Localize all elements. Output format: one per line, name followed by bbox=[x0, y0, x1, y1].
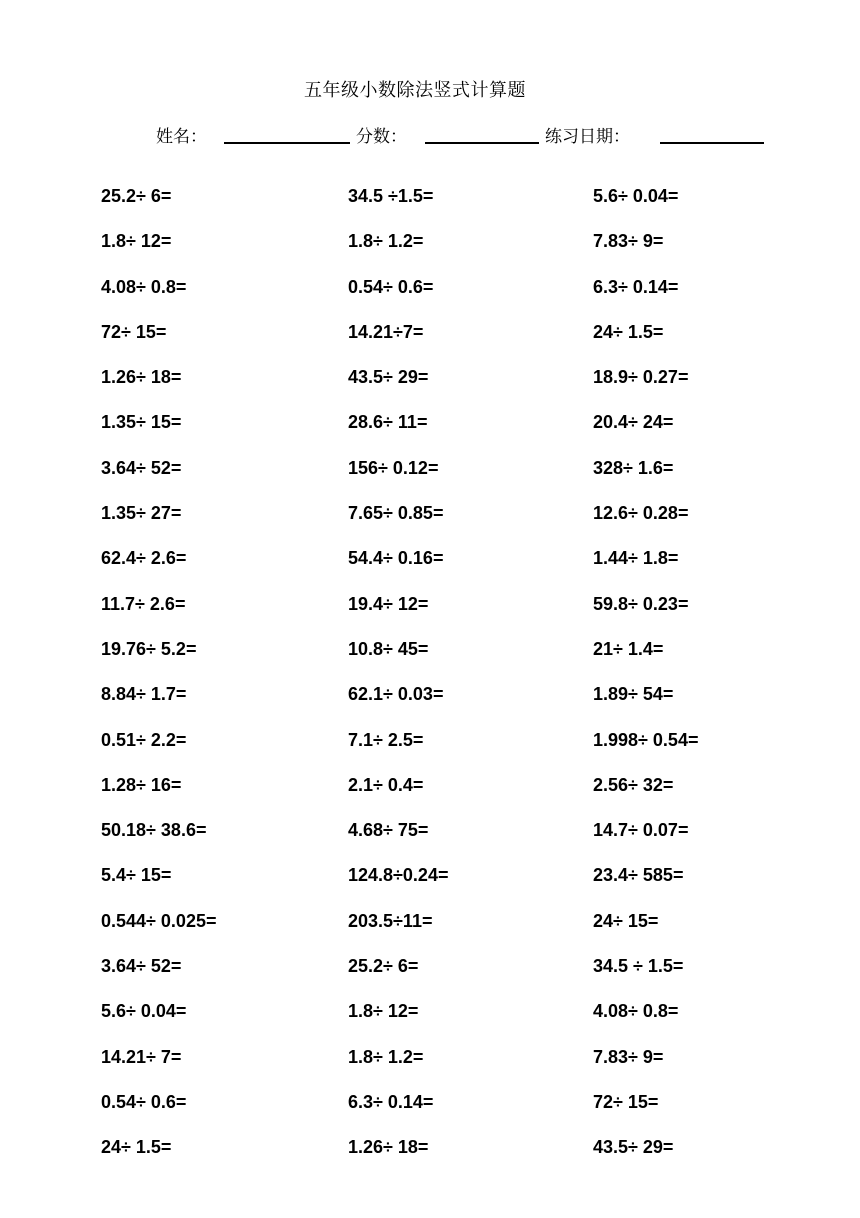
division-problem: 6.3÷ 0.14= bbox=[593, 276, 679, 297]
division-problem: 7.83÷ 9= bbox=[593, 231, 664, 252]
division-problem: 23.4÷ 585= bbox=[593, 865, 684, 886]
division-problem: 24÷ 1.5= bbox=[101, 1137, 172, 1158]
division-problem: 1.35÷ 15= bbox=[101, 412, 182, 433]
division-problem: 12.6÷ 0.28= bbox=[593, 503, 689, 524]
division-problem: 7.65÷ 0.85= bbox=[348, 503, 444, 524]
division-problem: 59.8÷ 0.23= bbox=[593, 593, 689, 614]
division-problem: 20.4÷ 24= bbox=[593, 412, 674, 433]
division-problem: 7.83÷ 9= bbox=[593, 1046, 664, 1067]
division-problem: 1.998÷ 0.54= bbox=[593, 729, 699, 750]
division-problem: 72÷ 15= bbox=[101, 321, 167, 342]
date-blank[interactable] bbox=[660, 142, 764, 144]
division-problem: 54.4÷ 0.16= bbox=[348, 548, 444, 569]
division-problem: 4.08÷ 0.8= bbox=[101, 276, 187, 297]
division-problem: 62.1÷ 0.03= bbox=[348, 684, 444, 705]
division-problem: 5.4÷ 15= bbox=[101, 865, 172, 886]
division-problem: 50.18÷ 38.6= bbox=[101, 820, 207, 841]
division-problem: 124.8÷0.24= bbox=[348, 865, 449, 886]
division-problem: 11.7÷ 2.6= bbox=[101, 593, 186, 614]
score-label: 分数： bbox=[356, 127, 407, 147]
division-problem: 1.44÷ 1.8= bbox=[593, 548, 679, 569]
division-problem: 1.8÷ 1.2= bbox=[348, 1046, 424, 1067]
division-problem: 1.26÷ 18= bbox=[348, 1137, 429, 1158]
division-problem: 5.6÷ 0.04= bbox=[101, 1001, 187, 1022]
division-problem: 7.1÷ 2.5= bbox=[348, 729, 424, 750]
division-problem: 5.6÷ 0.04= bbox=[593, 186, 679, 206]
division-problem: 3.64÷ 52= bbox=[101, 457, 182, 478]
division-problem: 6.3÷ 0.14= bbox=[348, 1091, 434, 1112]
division-problem: 25.2÷ 6= bbox=[348, 956, 419, 977]
division-problem: 1.26÷ 18= bbox=[101, 367, 182, 388]
division-problem: 62.4÷ 2.6= bbox=[101, 548, 187, 569]
division-problem: 1.89÷ 54= bbox=[593, 684, 674, 705]
name-blank[interactable] bbox=[224, 142, 350, 144]
division-problem: 1.35÷ 27= bbox=[101, 503, 182, 524]
division-problem: 156÷ 0.12= bbox=[348, 457, 439, 478]
division-problem: 0.544÷ 0.025= bbox=[101, 910, 217, 931]
division-problem: 1.8÷ 12= bbox=[348, 1001, 419, 1022]
page-title: 五年级小数除法竖式计算题 bbox=[304, 80, 526, 101]
division-problem: 18.9÷ 0.27= bbox=[593, 367, 689, 388]
division-problem: 21÷ 1.4= bbox=[593, 638, 664, 659]
division-problem: 43.5÷ 29= bbox=[593, 1137, 674, 1158]
division-problem: 328÷ 1.6= bbox=[593, 457, 674, 478]
division-problem: 1.8÷ 12= bbox=[101, 231, 172, 252]
division-problem: 1.8÷ 1.2= bbox=[348, 231, 424, 252]
division-problem: 14.7÷ 0.07= bbox=[593, 820, 689, 841]
division-problem: 28.6÷ 11= bbox=[348, 412, 428, 433]
division-problem: 3.64÷ 52= bbox=[101, 956, 182, 977]
division-problem: 1.28÷ 16= bbox=[101, 774, 182, 795]
division-problem: 25.2÷ 6= bbox=[101, 186, 172, 206]
division-problem: 43.5÷ 29= bbox=[348, 367, 429, 388]
division-problem: 10.8÷ 45= bbox=[348, 638, 429, 659]
division-problem: 34.5 ÷1.5= bbox=[348, 186, 434, 206]
division-problem: 203.5÷11= bbox=[348, 910, 433, 931]
division-problem: 14.21÷7= bbox=[348, 321, 424, 342]
division-problem: 19.4÷ 12= bbox=[348, 593, 429, 614]
name-label: 姓名： bbox=[156, 127, 207, 147]
division-problem: 24÷ 15= bbox=[593, 910, 659, 931]
division-problem: 8.84÷ 1.7= bbox=[101, 684, 187, 705]
division-problem: 24÷ 1.5= bbox=[593, 321, 664, 342]
division-problem: 0.51÷ 2.2= bbox=[101, 729, 187, 750]
division-problem: 72÷ 15= bbox=[593, 1091, 659, 1112]
division-problem: 0.54÷ 0.6= bbox=[101, 1091, 187, 1112]
division-problem: 34.5 ÷ 1.5= bbox=[593, 956, 684, 977]
division-problem: 4.08÷ 0.8= bbox=[593, 1001, 679, 1022]
date-label: 练习日期： bbox=[545, 127, 630, 147]
division-problem: 19.76÷ 5.2= bbox=[101, 638, 197, 659]
division-problem: 2.1÷ 0.4= bbox=[348, 774, 424, 795]
division-problem: 2.56÷ 32= bbox=[593, 774, 674, 795]
division-problem: 4.68÷ 75= bbox=[348, 820, 429, 841]
division-problem: 0.54÷ 0.6= bbox=[348, 276, 434, 297]
score-blank[interactable] bbox=[425, 142, 539, 144]
division-problem: 14.21÷ 7= bbox=[101, 1046, 182, 1067]
